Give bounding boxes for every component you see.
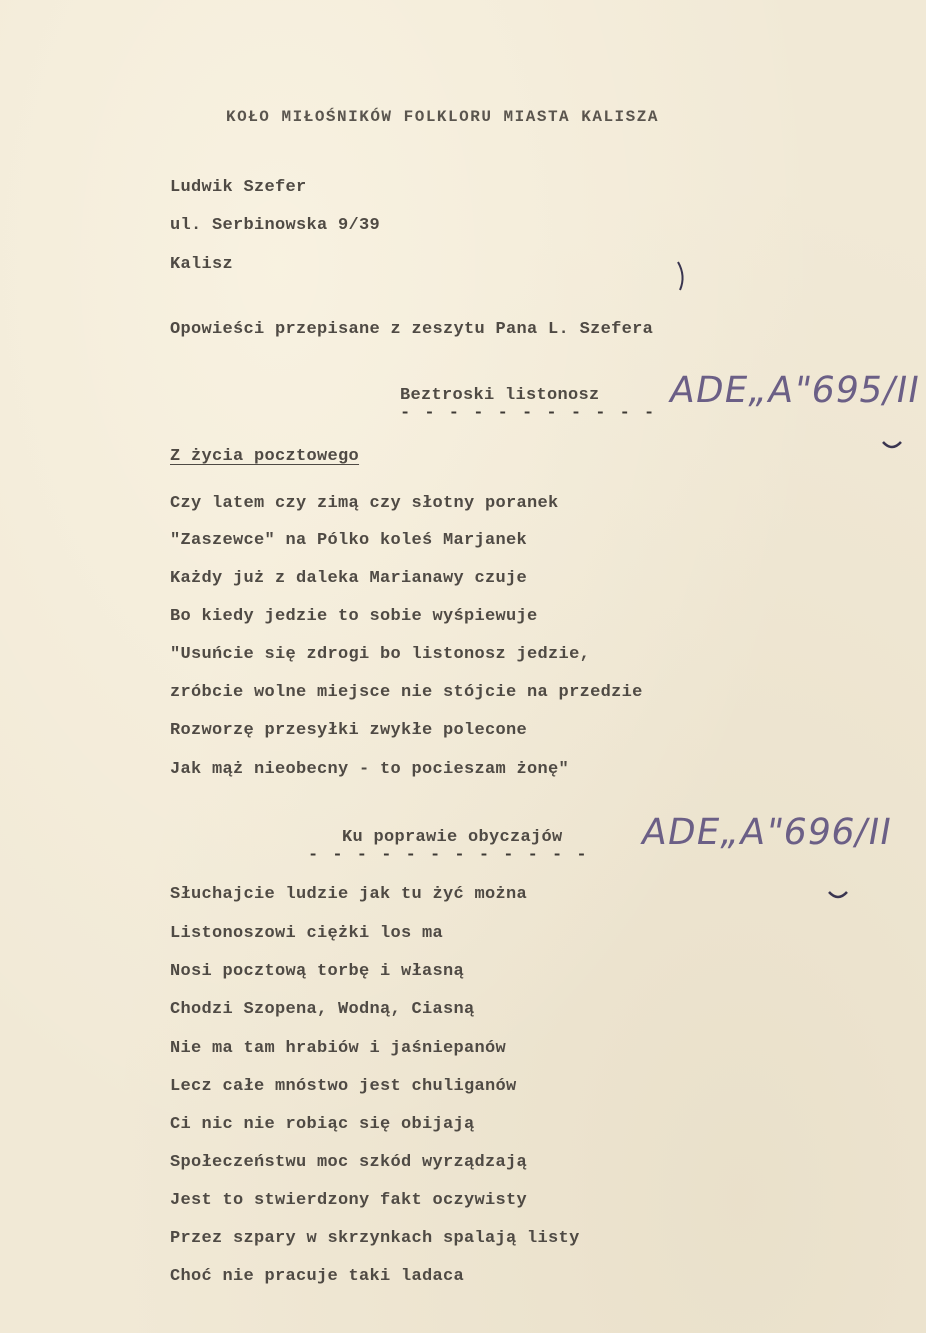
- poem1-title: Beztroski listonosz: [400, 386, 600, 405]
- poem1-catalog-mark: ADE„A"695/II: [666, 370, 924, 411]
- author-street: ul. Serbinowska 9/39: [170, 216, 381, 235]
- poem2-line: Nie ma tam hrabiów i jaśniepanów: [170, 1039, 507, 1058]
- poem2-title-underline: - - - - - - - - - - - -: [308, 846, 589, 865]
- handwritten-breve-mark: [826, 888, 850, 904]
- poem2-line: Lecz całe mnóstwo jest chuliganów: [170, 1077, 517, 1096]
- handwritten-breve-mark: [880, 438, 904, 454]
- poem2-title: Ku poprawie obyczajów: [342, 828, 563, 847]
- poem2-line: Przez szpary w skrzynkach spalają listy: [170, 1229, 580, 1248]
- document-header: KOŁO MIŁOŚNIKÓW FOLKLORU MIASTA KALISZA: [226, 108, 659, 126]
- poem2-line: Chodzi Szopena, Wodną, Ciasną: [170, 1000, 475, 1019]
- poem1-line: zróbcie wolne miejsce nie stójcie na przedzie: [170, 683, 643, 702]
- poem2-line: Choć nie pracuje taki ladaca: [170, 1267, 465, 1286]
- poem1-line: "Zaszewce" na Pólko koleś Marjanek: [170, 531, 528, 550]
- author-city: Kalisz: [170, 255, 234, 274]
- poem1-line: Rozworzę przesyłki zwykłe polecone: [170, 721, 528, 740]
- poem2-line: Społeczeństwu moc szkód wyrządzają: [170, 1153, 528, 1172]
- poem1-title-underline: - - - - - - - - - - -: [400, 404, 657, 423]
- poem1-line: Każdy już z daleka Marianawy czuje: [170, 569, 528, 588]
- poem1-line: Jak mąż nieobecny - to pocieszam żonę": [170, 760, 570, 779]
- poem1-subtitle: Z życia pocztowego: [170, 447, 360, 466]
- poem1-line: Czy latem czy zimą czy słotny poranek: [170, 494, 559, 513]
- author-name: Ludwik Szefer: [170, 178, 307, 197]
- poem2-line: Jest to stwierdzony fakt oczywisty: [170, 1191, 528, 1210]
- handwritten-bracket-mark: [672, 258, 692, 294]
- poem2-line: Ci nic nie robiąc się obijają: [170, 1115, 475, 1134]
- poem2-catalog-mark: ADE„A"696/II: [638, 812, 896, 853]
- poem2-line: Słuchajcie ludzie jak tu żyć można: [170, 885, 528, 904]
- poem1-line: Bo kiedy jedzie to sobie wyśpiewuje: [170, 607, 538, 626]
- poem2-line: Listonoszowi ciężki los ma: [170, 924, 444, 943]
- intro-line: Opowieści przepisane z zeszytu Pana L. Szefera: [170, 320, 654, 339]
- poem2-line: Nosi pocztową torbę i własną: [170, 962, 465, 981]
- poem1-line: "Usuńcie się zdrogi bo listonosz jedzie,: [170, 645, 591, 664]
